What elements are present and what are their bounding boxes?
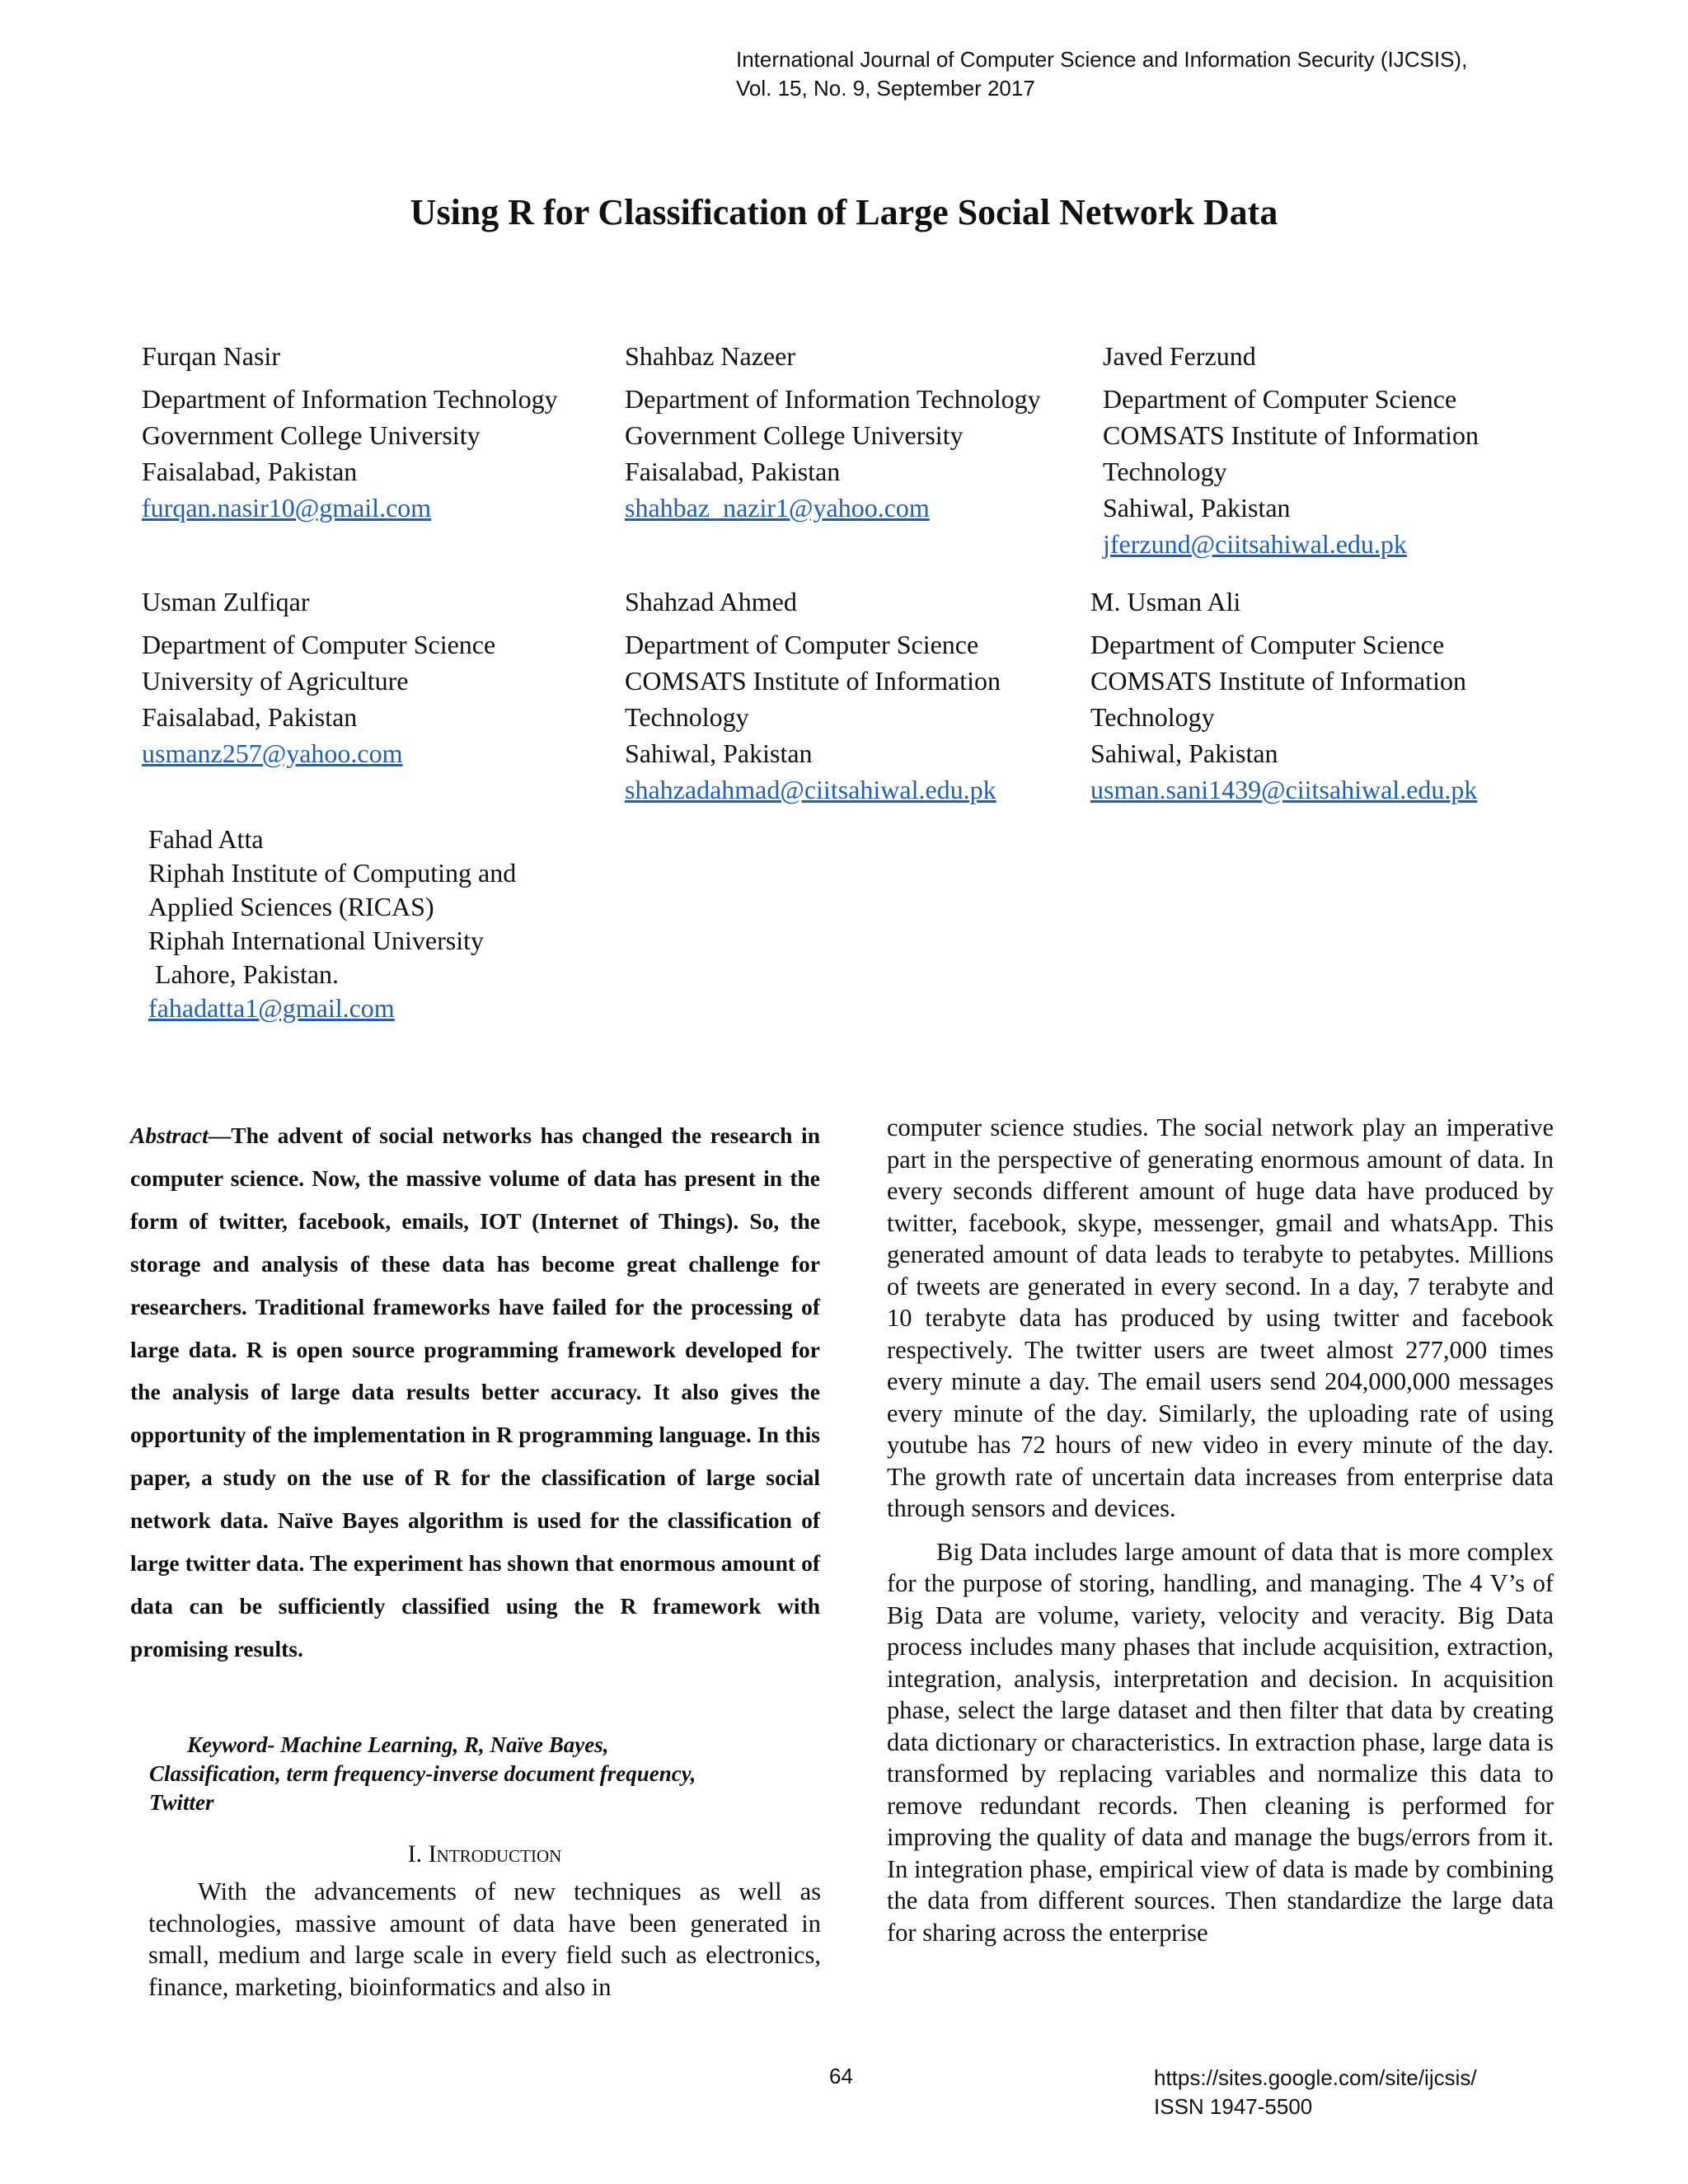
body-paragraph: Big Data includes large amount of data that is more complex for the purpose of storing, handling, and managing. The 4 V’s of Big Data are volume, variety, velocity and veracity. Big Data process includes many phases that include acquisition, extraction, integration, analysis, interpretation and decision. In acquisition phase, select the large dataset and then filter that data by creating data dictionary or characteristics. In extraction phase, large data is transformed by replacing variables and normalize this data to remove redundant records. Then cleaning is performed for improving the quality of data and manage the bugs/errors from it. In integration phase, empirical view of data is made by combining the data from different sources. Then standardize the large data for sharing across the enterprise xyxy=(887,1537,1554,1947)
author-affiliation-line: COMSATS Institute of Information xyxy=(1103,420,1479,450)
author-block xyxy=(625,338,1041,526)
author-email-link[interactable]: jferzund@ciitsahiwal.edu.pk xyxy=(1103,529,1407,559)
author-affiliation-line: Faisalabad, Pakistan xyxy=(625,457,841,486)
author-block xyxy=(148,823,516,1025)
author-block xyxy=(142,583,495,771)
author-affiliation-line: Department of Computer Science xyxy=(625,630,979,659)
author-name: M. Usman Ali xyxy=(1090,587,1241,616)
author-affiliation-line: Riphah Institute of Computing and xyxy=(148,858,517,888)
author-email-link[interactable]: furqan.nasir10@gmail.com xyxy=(142,493,432,523)
author-affiliation-line: Department of Computer Science xyxy=(1090,630,1445,659)
keywords-line: Twitter xyxy=(149,1790,214,1815)
author-name: Shahbaz Nazeer xyxy=(625,341,795,371)
author-affiliation-line: Department of Computer Science xyxy=(142,630,496,659)
author-affiliation-line: Technology xyxy=(1090,702,1215,732)
author-affiliation-line: Applied Sciences (RICAS) xyxy=(148,892,434,921)
abstract-lead: Abstract xyxy=(130,1122,209,1148)
author-affiliation-line: Department of Information Technology xyxy=(142,384,558,414)
abstract xyxy=(130,1114,820,1671)
author-affiliation-line: Technology xyxy=(1103,457,1227,486)
author-email-link[interactable]: usman.sani1439@ciitsahiwal.edu.pk xyxy=(1090,775,1478,804)
author-email-link[interactable]: shahzadahmad@ciitsahiwal.edu.pk xyxy=(625,775,996,804)
abstract-dash: — xyxy=(208,1122,232,1148)
author-block xyxy=(625,583,1001,808)
author-affiliation-line: Sahiwal, Pakistan xyxy=(1090,738,1278,768)
page-number: 64 xyxy=(829,2064,853,2088)
author-affiliation-line: COMSATS Institute of Information xyxy=(1090,666,1466,696)
keywords xyxy=(149,1731,776,1817)
author-affiliation-line: COMSATS Institute of Information xyxy=(625,666,1001,696)
author-affiliation-line: University of Agriculture xyxy=(142,666,409,696)
paper-title: Using R for Classification of Large Social Network Data xyxy=(410,192,1278,232)
author-affiliation-line: Riphah International University xyxy=(148,926,485,955)
footer-url[interactable]: https://sites.google.com/site/ijcsis/ xyxy=(1154,2065,1477,2090)
intro-column xyxy=(148,1876,821,2003)
author-affiliation-line: Lahore, Pakistan. xyxy=(155,959,340,989)
keywords-line: Classification, term frequency-inverse document frequency, xyxy=(149,1761,696,1786)
author-affiliation-line: Department of Information Technology xyxy=(625,384,1041,414)
keywords-line: Keyword- Machine Learning, R, Naïve Bayes, xyxy=(187,1732,609,1757)
footer-info xyxy=(1154,2064,1477,2121)
author-name: Usman Zulfiqar xyxy=(142,587,310,616)
author-affiliation-line: Government College University xyxy=(142,420,481,450)
author-block xyxy=(1090,583,1477,808)
author-affiliation-line: Faisalabad, Pakistan xyxy=(142,457,358,486)
section-title: Introduction xyxy=(428,1840,562,1868)
author-affiliation-line: Government College University xyxy=(625,420,964,450)
author-affiliation-line: Sahiwal, Pakistan xyxy=(1103,493,1291,523)
intro-paragraph: With the advancements of new techniques as well as technologies, massive amount of data have been generated in small, medium and large scale in every field such as electronics, finance, marketing, bioinformatics and also in xyxy=(148,1877,821,2001)
author-affiliation-line: Department of Computer Science xyxy=(1103,384,1457,414)
author-name: Javed Ferzund xyxy=(1103,341,1256,371)
right-column xyxy=(887,1112,1554,1948)
author-affiliation-line: Faisalabad, Pakistan xyxy=(142,702,358,732)
author-name: Furqan Nasir xyxy=(142,341,280,371)
author-block xyxy=(142,338,558,526)
journal-volume: Vol. 15, No. 9, September 2017 xyxy=(736,76,1035,101)
abstract-text: The advent of social networks has changed the research in computer science. Now, the massive volume of data has present in the form of twitter, facebook, emails, IOT (Internet of Things). So, the storage and analysis of these data has become great challenge for researchers. Traditional frameworks have failed for the processing of large data. R is open source programming framework developed for the analysis of large data results better accuracy. It also gives the opportunity of the implementation in R programming language. In this paper, a study on the use of R for the classification of large social network data. Naïve Bayes algorithm is used for the classification of large twitter data. The experiment has shown that enormous amount of data can be sufficiently classified using the R framework with promising results. xyxy=(130,1122,820,1661)
author-affiliation-line: Sahiwal, Pakistan xyxy=(625,738,813,768)
body-paragraph: computer science studies. The social network play an imperative part in the perspective of generating enormous amount of data. In every seconds different amount of huge data have produced by twitter, facebook, skype, messenger, gmail and whatsApp. This generated amount of data leads to terabyte to petabytes. Millions of tweets are generated in every second. In a day, 7 terabyte and 10 terabyte data has produced by using twitter and facebook respectively. The twitter users are tweet almost 277,000 times every minute a day. The email users send 204,000,000 messages every minute of the day. Similarly, the uploading rate of using youtube has 72 hours of new video in every minute of the day. The growth rate of uncertain data increases from enterprise data through sensors and devices. xyxy=(887,1113,1554,1522)
journal-header xyxy=(736,45,1467,103)
section-heading xyxy=(148,1838,821,1871)
author-affiliation-line: Technology xyxy=(625,702,749,732)
author-block xyxy=(1103,338,1479,562)
footer-issn: ISSN 1947-5500 xyxy=(1154,2094,1313,2119)
author-email-link[interactable]: fahadatta1@gmail.com xyxy=(148,993,395,1023)
journal-name: International Journal of Computer Science and Information Security (IJCSIS), xyxy=(736,47,1468,72)
section-number: I. xyxy=(407,1840,423,1868)
author-name: Fahad Atta xyxy=(148,824,264,854)
author-email-link[interactable]: shahbaz_nazir1@yahoo.com xyxy=(625,493,930,523)
author-email-link[interactable]: usmanz257@yahoo.com xyxy=(142,738,403,768)
author-name: Shahzad Ahmed xyxy=(625,587,797,616)
